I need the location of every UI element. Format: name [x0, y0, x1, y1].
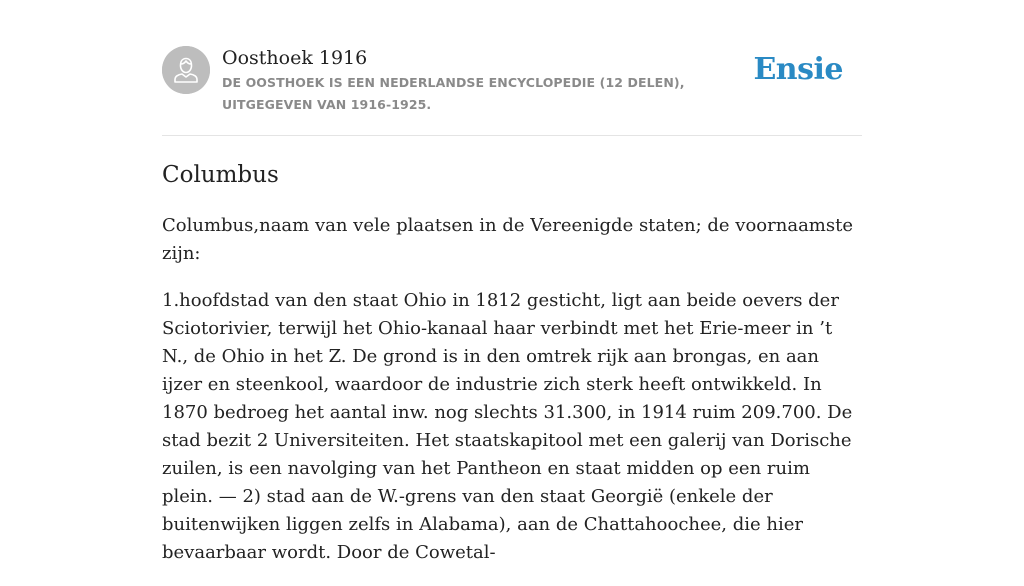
article-paragraph: 1.hoofdstad van den staat Ohio in 1812 gesticht, ligt aan beide oevers der Sciotorivier, terwijl het Ohio-kanaal haar verbindt met het Erie-meer in ’t N., de Ohio in het Z. De grond is in den omtrek rijk aan brongas, en aan ijzer en steenkool, waardoor de industrie zich sterk heeft ontwikkeld. In 1870 bedroeg het aantal inw. nog slechts 31.300, in 1914 ruim 209.700. De stad bezit 2 Universiteiten. Het staatskapitool met een galerij van Dorische zuilen, is een navolging van het Pantheon en staat midden op een ruim plein. — 2) stad aan de W.-grens van den staat Georgië (enkele der buitenwijken liggen zelfs in Alabama), aan de Chattahoochee, die hier bevaarbaar wordt. Door de Cowetal- — [162, 290, 853, 563]
user-avatar-icon[interactable] — [162, 46, 210, 94]
source-description: DE OOSTHOEK IS EEN NEDERLANDSE ENCYCLOPEDIE (12 DELEN), UITGEGEVEN VAN 1916-1925. — [222, 75, 685, 112]
header-divider — [162, 135, 862, 136]
article-body — [162, 212, 862, 586]
source-name-link[interactable]: Oosthoek 1916 — [222, 47, 368, 69]
article-paragraph: Columbus,naam van vele plaatsen in de Vereenigde staten; de voornaamste zijn: — [162, 215, 853, 264]
source-header — [162, 46, 862, 116]
ensie-logo[interactable]: Ensie — [753, 52, 843, 87]
article-title: Columbus — [162, 162, 279, 188]
